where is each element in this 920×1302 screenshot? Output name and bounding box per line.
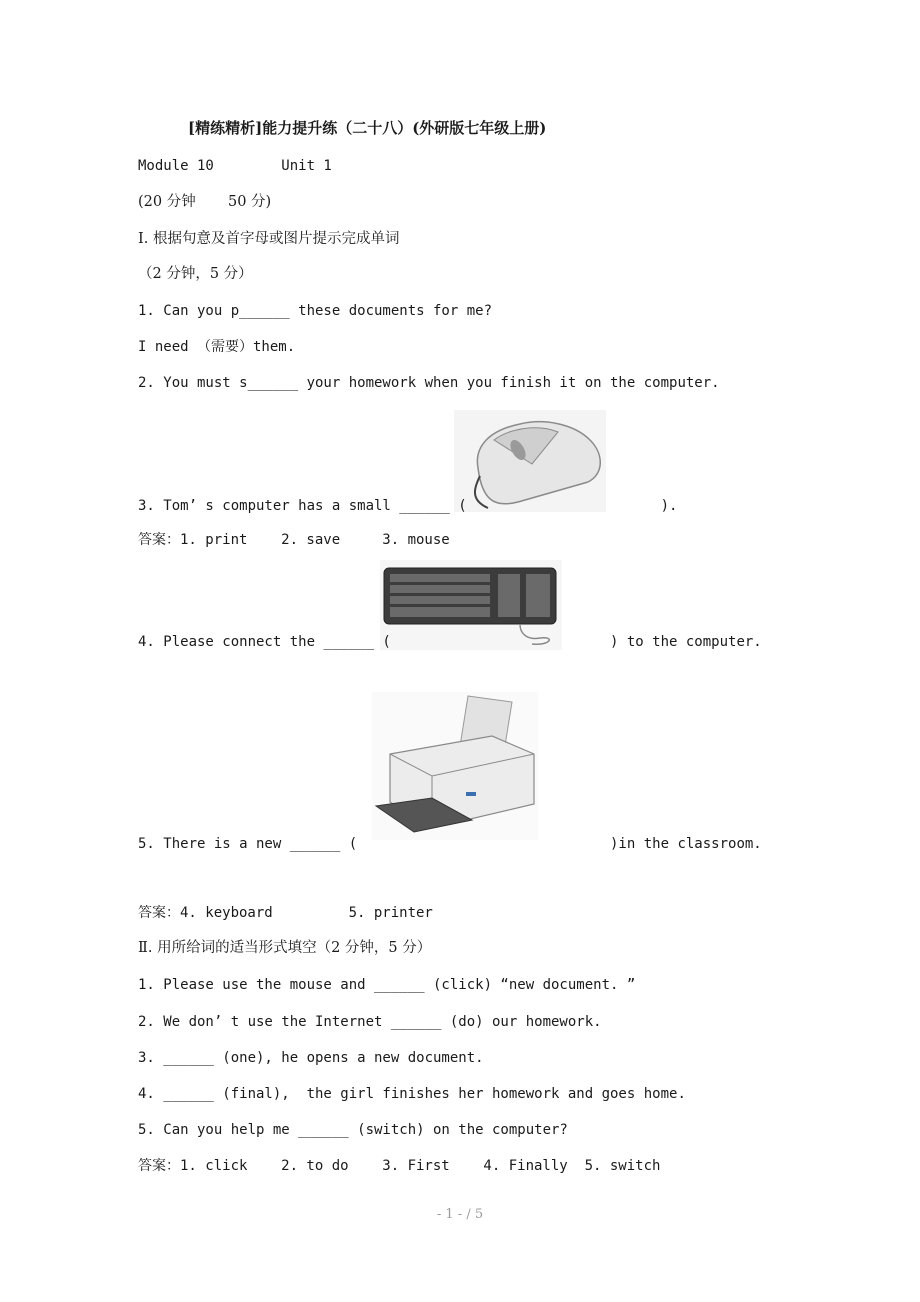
- section1-sub: （2 分钟，5 分）: [138, 266, 253, 282]
- answer-3: 答案：1. click 2. to do 3. First 4. Finally 5. switch: [138, 1158, 661, 1174]
- s1-question-1b: I need （需要）them.: [138, 339, 296, 355]
- s1-question-1: 1. Can you p______ these documents for me?: [138, 303, 493, 319]
- module-unit: Module 10 Unit 1: [138, 158, 332, 174]
- s2-question-3: 3. ______ (one), he opens a new document.: [138, 1050, 484, 1066]
- s2-question-5: 5. Can you help me ______ (switch) on the computer?: [138, 1122, 568, 1138]
- section1-heading: Ⅰ. 根据句意及首字母或图片提示完成单词: [138, 231, 400, 247]
- page-footer: - 1 - / 5: [436, 1207, 484, 1222]
- page-title: [精练精析]能力提升练（二十八）(外研版七年级上册): [188, 119, 547, 137]
- answer-2: 答案：4. keyboard 5. printer: [138, 905, 433, 921]
- s1-question-5: 5. There is a new ______ ( )in the classroom.: [138, 836, 762, 852]
- answer-1: 答案：1. print 2. save 3. mouse: [138, 532, 450, 548]
- s1-question-3: 3. Tom’ s computer has a small ______ ( ).: [138, 498, 678, 514]
- printer-image: [372, 692, 538, 840]
- time-score: (20 分钟 50 分): [138, 194, 272, 210]
- s2-question-2: 2. We don’ t use the Internet ______ (do) our homework.: [138, 1014, 602, 1030]
- s1-question-4: 4. Please connect the ______ ( ) to the computer.: [138, 634, 762, 650]
- s2-question-1: 1. Please use the mouse and ______ (click) “new document. ”: [138, 977, 636, 993]
- section2-heading: Ⅱ. 用所给词的适当形式填空（2 分钟，5 分）: [138, 940, 432, 956]
- s2-question-4: 4. ______ (final), the girl finishes her homework and goes home.: [138, 1086, 686, 1102]
- s1-question-2: 2. You must s______ your homework when you finish it on the computer.: [138, 375, 720, 391]
